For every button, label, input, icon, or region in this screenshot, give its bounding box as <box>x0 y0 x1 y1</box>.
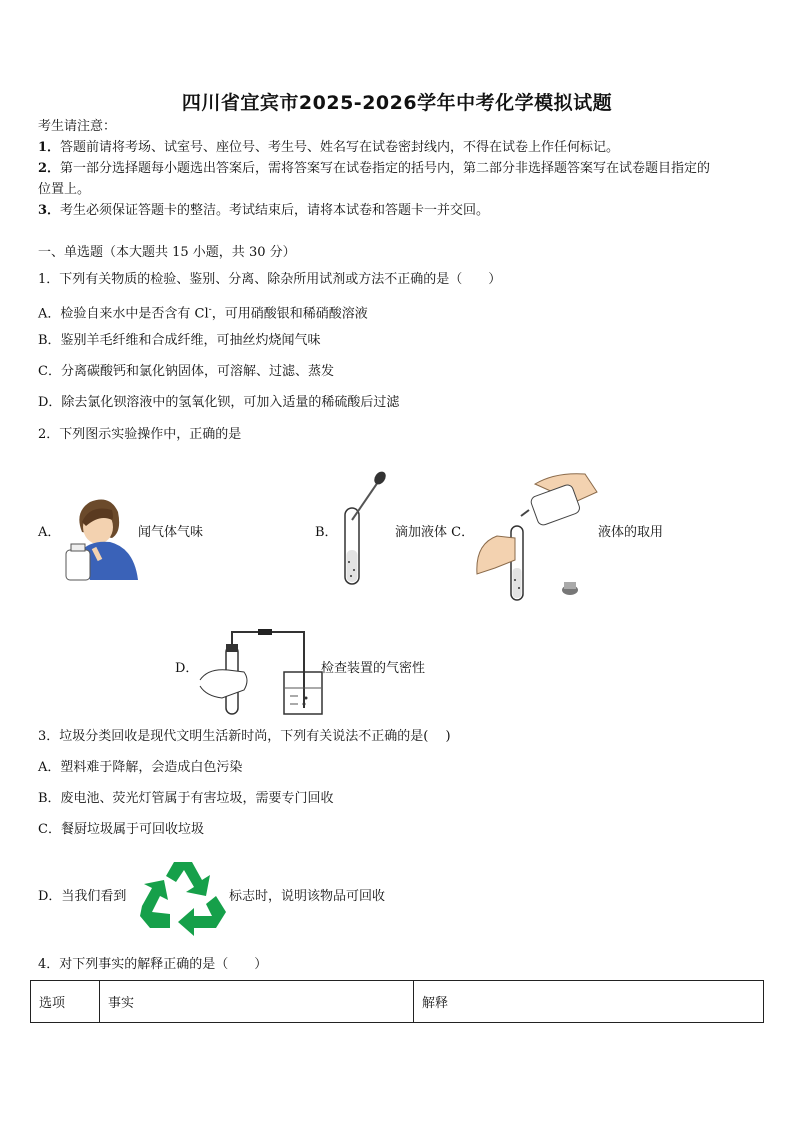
question-2-option-b-label: B． <box>315 525 338 540</box>
question-4-stem: 4．对下列事实的解释正确的是（ ） <box>38 957 268 972</box>
notice-num: 1． <box>38 140 61 155</box>
table-header-option: 选项 <box>31 981 100 1023</box>
question-2-stem: 2．下列图示实验操作中，正确的是 <box>38 427 242 442</box>
notice-text: 第一部分选择题每小题选出答案后，需将答案写在试卷指定的括号内，第二部分非选择题答案写在试卷题目指定的 <box>60 161 711 176</box>
notice-item <box>38 160 710 178</box>
notice-text: 考生必须保证答题卡的整洁。考试结束后，请将本试卷和答题卡一并交回。 <box>60 203 490 218</box>
question-3-option-c: C．餐厨垃圾属于可回收垃圾 <box>38 822 204 837</box>
question-3-option-b: B．废电池、荧光灯管属于有害垃圾，需要专门回收 <box>38 791 334 806</box>
recycle-icon <box>136 858 230 938</box>
pouring-liquid-icon <box>475 464 600 604</box>
question-1-option-d: D．除去氯化钡溶液中的氢氧化钡，可加入适量的稀硫酸后过滤 <box>38 395 400 410</box>
question-1-option-a <box>38 301 368 323</box>
question-2-option-d-label: D． <box>175 661 199 676</box>
question-1-stem: 1．下列有关物质的检验、鉴别、分离、除杂所用试剂或方法不正确的是（ ） <box>38 272 502 287</box>
option-text: ，可用硝酸银和稀硝酸溶液 <box>211 306 368 322</box>
question-2-option-b-text: 滴加液体 C． <box>395 525 475 540</box>
notice-num: 3． <box>38 203 61 218</box>
notice-heading: 考生请注意： <box>38 119 117 134</box>
notice-text: 位置上。 <box>38 182 91 197</box>
notice-text: 答题前请将考场、试室号、座位号、考生号、姓名写在试卷密封线内，不得在试卷上作任何标记。 <box>60 140 620 155</box>
section-heading: 一、单选题（本大题共 15 小题，共 30 分） <box>38 245 296 260</box>
option-text: A．检验自来水中是否含有 Cl <box>38 306 209 322</box>
question-2-option-a-text: 闻气体气味 <box>138 525 204 540</box>
option-text: D．当我们看到 <box>38 889 127 904</box>
question-2-option-a-label: A． <box>38 525 61 540</box>
notice-item <box>38 202 489 220</box>
notice-item <box>38 139 619 157</box>
table-header-fact: 事实 <box>100 981 414 1023</box>
question-1-option-b: B．鉴别羊毛纤维和合成纤维，可抽丝灼烧闻气味 <box>38 333 321 348</box>
airtightness-check-icon <box>198 624 323 716</box>
question-4-table <box>30 980 764 1023</box>
question-2-option-d-text: 检查装置的气密性 <box>321 661 426 676</box>
superscript: - <box>208 305 212 315</box>
notice-item <box>38 181 90 199</box>
table-header-explanation: 解释 <box>414 981 764 1023</box>
question-2-option-c-text: 液体的取用 <box>598 525 664 540</box>
question-3-option-d-tail: 标志时，说明该物品可回收 <box>229 889 386 904</box>
notice-num: 2． <box>38 161 61 176</box>
dropper-test-tube-icon <box>340 470 390 590</box>
table-row <box>31 981 764 1023</box>
page-title: 四川省宜宾市2025-2026学年中考化学模拟试题 <box>181 92 613 114</box>
question-3-option-a: A．塑料难于降解，会造成白色污染 <box>38 760 243 775</box>
question-3-option-d <box>38 888 126 906</box>
question-3-stem: 3．垃圾分类回收是现代文明生活新时尚，下列有关说法不正确的是( ) <box>38 729 451 744</box>
question-1-option-c: C．分离碳酸钙和氯化钠固体，可溶解、过滤、蒸发 <box>38 364 334 379</box>
boy-smelling-gas-icon <box>60 492 140 582</box>
